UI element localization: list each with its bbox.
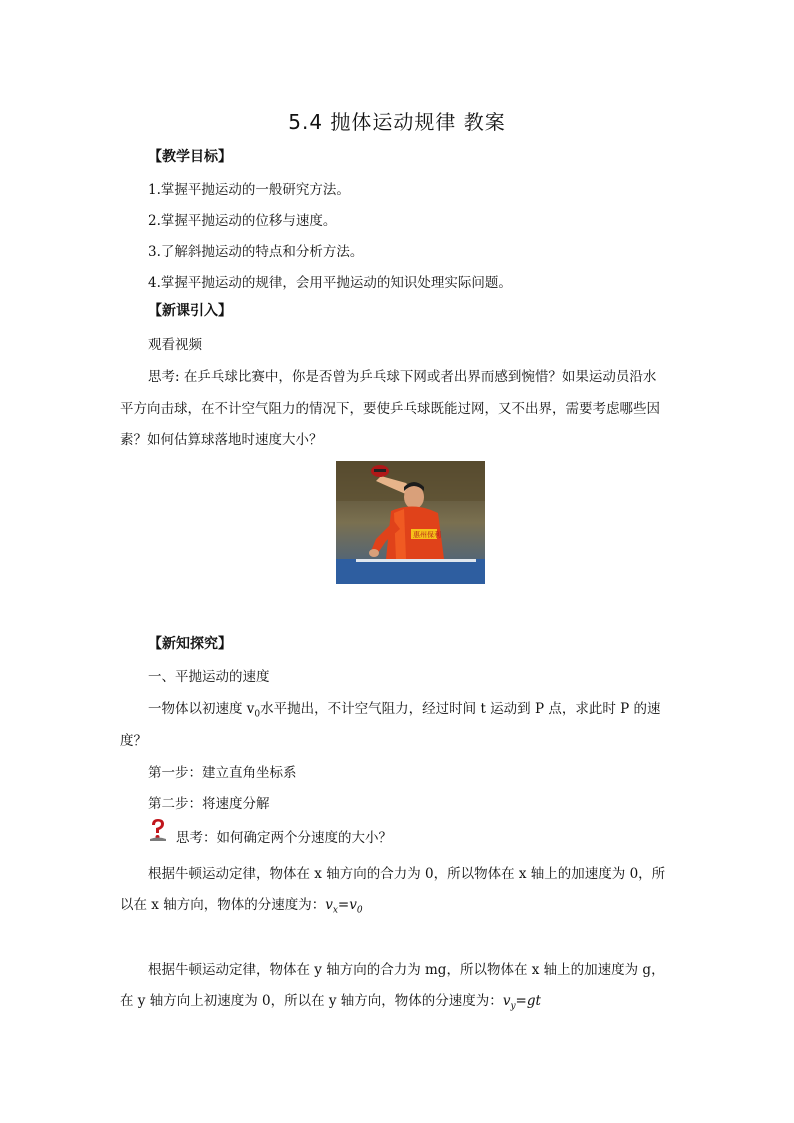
problem-line-2: 度？ — [120, 733, 147, 749]
goal-item-1: 1.掌握平抛运动的一般研究方法。 — [148, 182, 350, 198]
think-question-2: 思考：如何确定两个分速度的大小？ — [176, 830, 392, 846]
intro-think-line-3: 素？如何估算球落地时速度大小？ — [120, 432, 323, 448]
x-para-line-1: 根据牛顿运动定律，物体在 x 轴方向的合力为 0，所以物体在 x 轴上的加速度为 0，所 — [148, 866, 666, 882]
explore-heading: 【新知探究】 — [148, 636, 232, 652]
intro-think-line-1: 思考: 在乒乓球比赛中，你是否曾为乒乓球下网或者出界而感到惋惜？如果运动员沿水 — [148, 369, 657, 385]
subheading-velocity: 一、平抛运动的速度 — [148, 669, 270, 685]
intro-video-text: 观看视频 — [148, 337, 202, 353]
goal-item-2: 2.掌握平抛运动的位移与速度。 — [148, 213, 337, 229]
y-para-line-1: 根据牛顿运动定律，物体在 y 轴方向的合力为 mg，所以物体在 x 轴上的加速度为 g， — [148, 962, 665, 978]
x-para-line-2: 以在 x 轴方向，物体的分速度为：$v_x=v_0$ — [120, 897, 363, 916]
goal-item-3: 3.了解斜抛运动的特点和分析方法。 — [148, 244, 364, 260]
page-title: 5.4 抛体运动规律 教案 — [288, 110, 506, 134]
jersey-text: 惠州保利 — [413, 531, 441, 539]
y-formula: $v_y=gt$ — [502, 993, 541, 1012]
step-2: 第二步：将速度分解 — [148, 796, 270, 812]
x-formula: $v_x=v_0$ — [325, 897, 363, 916]
problem-line-1: 一物体以初速度 $v_0$水平抛出，不计空气阻力，经过时间 t 运动到 P 点，求此时 P 的速 — [148, 701, 661, 720]
goals-heading: 【教学目标】 — [148, 149, 232, 165]
intro-think-line-2: 平方向击球，在不计空气阻力的情况下，要使乒乓球既能过网，又不出界，需要考虑哪些因 — [120, 401, 660, 417]
intro-heading: 【新课引入】 — [148, 303, 232, 319]
y-para-line-2: 在 y 轴方向上初速度为 0，所以在 y 轴方向，物体的分速度为：$v_y=gt$ — [120, 993, 541, 1012]
table-tennis-player-photo — [336, 461, 485, 584]
question-mark-icon — [148, 818, 168, 842]
step-1: 第一步：建立直角坐标系 — [148, 765, 297, 781]
goal-item-4: 4.掌握平抛运动的规律，会用平抛运动的知识处理实际问题。 — [148, 275, 512, 291]
